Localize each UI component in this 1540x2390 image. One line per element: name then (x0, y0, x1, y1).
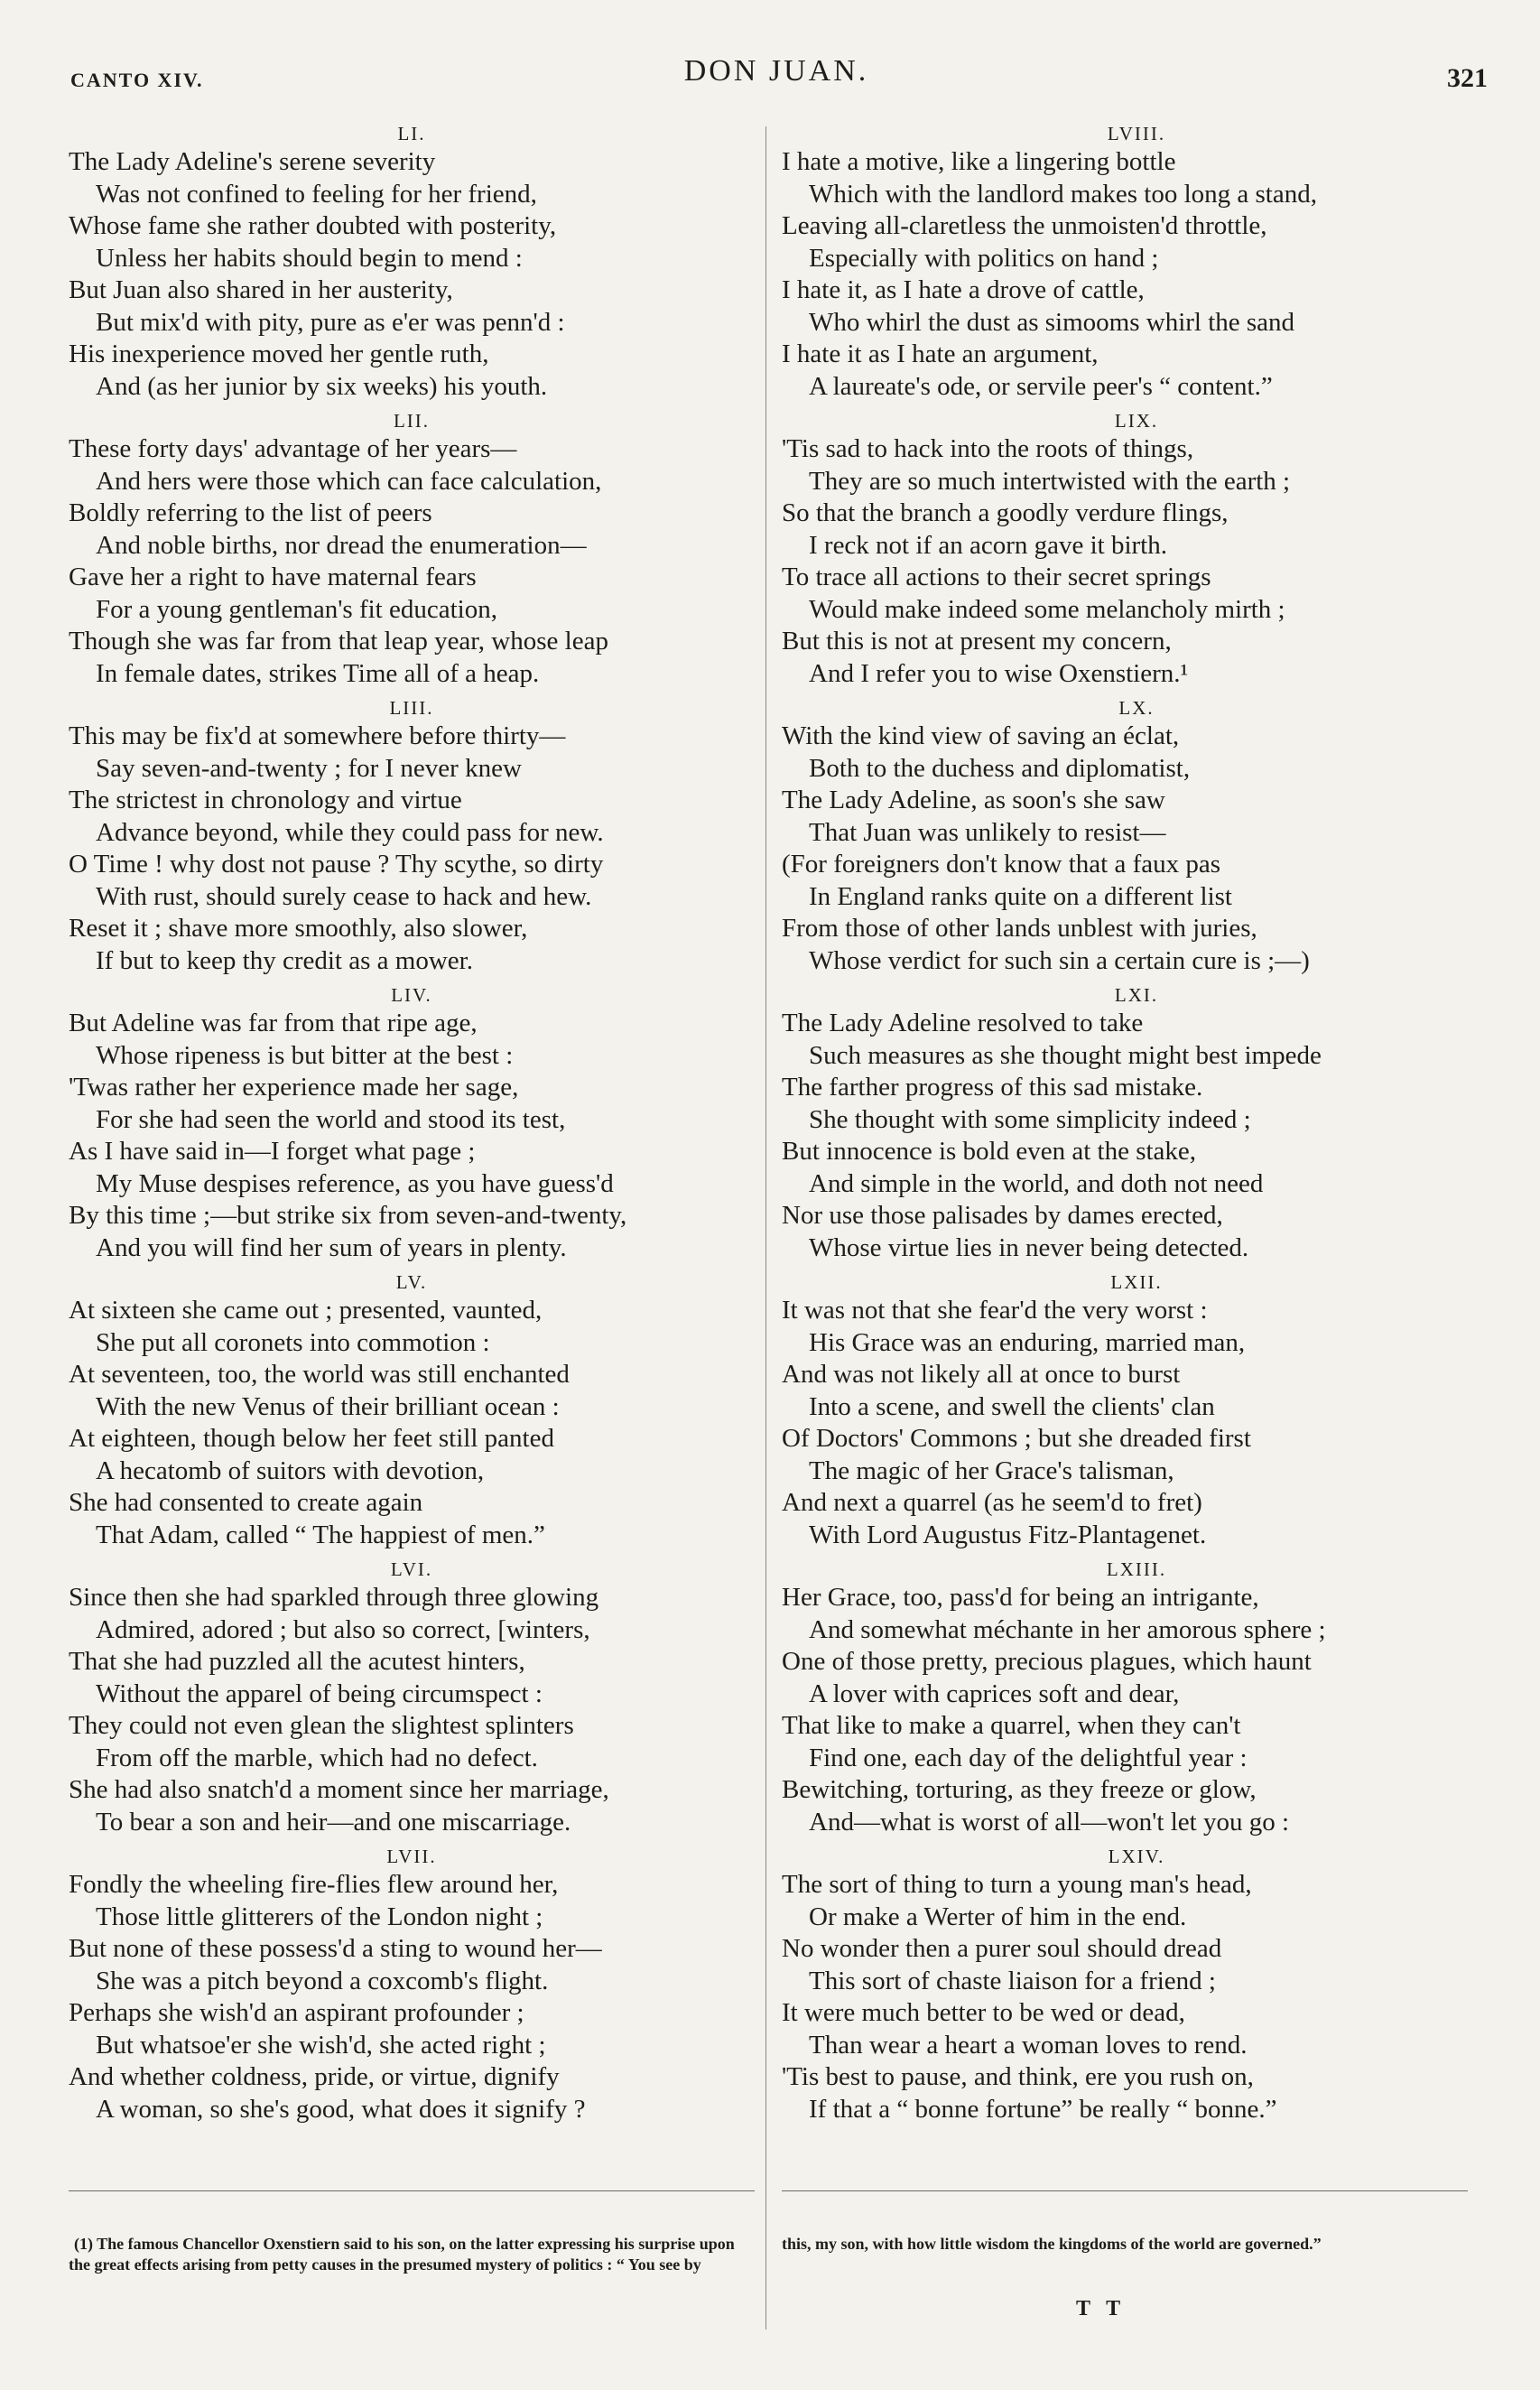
stanza (69, 408, 755, 690)
stanza (782, 1844, 1491, 2125)
footnote-rule-right (782, 2190, 1468, 2191)
verse-line: That Adam, called “ The happiest of men.” (96, 1520, 545, 1549)
page-number: 321 (1447, 63, 1488, 93)
verse-line: Or make a Werter of him in the end. (809, 1902, 1187, 1931)
stanza (782, 695, 1491, 977)
verse-line: This may be fix'd at somewhere before thirty— (69, 721, 566, 750)
verse-line: So that the branch a goodly verdure flings, (782, 498, 1229, 527)
verse-line: Her Grace, too, pass'd for being an intrigante, (782, 1583, 1259, 1612)
verse-line: That Juan was unlikely to resist— (809, 817, 1166, 847)
verse-line: Gave her a right to have maternal fears (69, 563, 477, 591)
verse-line: And (as her junior by six weeks) his youth. (96, 371, 548, 401)
verse-line: His Grace was an enduring, married man, (809, 1327, 1246, 1357)
verse-line: Was not confined to feeling for her friend, (96, 179, 537, 209)
verse-line: The Lady Adeline, as soon's she saw (782, 786, 1165, 814)
verse-line: A laureate's ode, or servile peer's “ content.” (809, 371, 1273, 401)
stanza-number: LVII. (386, 1846, 437, 1867)
left-column (69, 117, 755, 2131)
verse-line: The Lady Adeline's serene severity (69, 147, 436, 176)
verse-line: One of those pretty, precious plagues, which haunt (782, 1647, 1312, 1676)
verse-line: Those little glitterers of the London night ; (96, 1902, 543, 1931)
stanza-number: LX. (1118, 697, 1155, 719)
stanza (69, 1844, 755, 2125)
verse-line: From those of other lands unblest with juries, (782, 914, 1257, 943)
verse-line: The sort of thing to turn a young man's head, (782, 1870, 1252, 1899)
verse-line: If but to keep thy credit as a mower. (96, 945, 473, 975)
verse-line: But whatsoe'er she wish'd, she acted right ; (96, 2030, 546, 2060)
page-header (65, 52, 1488, 98)
verse-line: And you will find her sum of years in plenty. (96, 1232, 567, 1262)
verse-line: Into a scene, and swell the clients' clan (809, 1391, 1215, 1421)
verse-line: It were much better to be wed or dead, (782, 1998, 1185, 2027)
verse-line: I reck not if an acorn gave it birth. (809, 530, 1167, 560)
stanza-number: LXII. (1110, 1271, 1163, 1293)
stanza-number: LVIII. (1107, 123, 1166, 144)
stanza (782, 982, 1491, 1264)
verse-line: The Lady Adeline resolved to take (782, 1009, 1144, 1037)
verse-line: My Muse despises reference, as you have guess'd (96, 1168, 614, 1198)
verse-line: Perhaps she wish'd an aspirant profounder ; (69, 1998, 524, 2027)
verse-line: This sort of chaste liaison for a friend ; (809, 1966, 1216, 1995)
verse-line: They are so much intertwisted with the earth ; (809, 466, 1291, 496)
verse-line: No wonder then a purer soul should dread (782, 1934, 1222, 1963)
verse-line: But mix'd with pity, pure as e'er was penn'd : (96, 307, 565, 337)
verse-line: With the kind view of saving an éclat, (782, 721, 1180, 750)
verse-line: Of Doctors' Commons ; but she dreaded first (782, 1424, 1251, 1453)
verse-line: They could not even glean the slightest splinters (69, 1711, 574, 1740)
verse-line: The farther progress of this sad mistake. (782, 1073, 1203, 1102)
signature-mark: T T (1076, 2297, 1127, 2320)
verse-line: For a young gentleman's fit education, (96, 594, 497, 624)
stanza (782, 408, 1491, 690)
verse-line: 'Tis sad to hack into the roots of things, (782, 434, 1194, 463)
verse-line: Since then she had sparkled through three glowing (69, 1583, 599, 1612)
verse-line: Reset it ; shave more smoothly, also slower, (69, 914, 528, 943)
verse-line: A woman, so she's good, what does it signify ? (96, 2094, 586, 2124)
canto-label: CANTO XIV. (70, 69, 204, 91)
verse-line: With rust, should surely cease to hack and hew. (96, 881, 592, 911)
verse-line: Say seven-and-twenty ; for I never knew (96, 753, 522, 783)
verse-line: And—what is worst of all—won't let you go : (809, 1807, 1290, 1837)
verse-line: Without the apparel of being circumspect : (96, 1679, 543, 1708)
stanza (782, 1269, 1491, 1551)
verse-line: And was not likely all at once to burst (782, 1360, 1181, 1389)
verse-line: By this time ;—but strike six from seven-and-twenty, (69, 1201, 627, 1230)
verse-line: And noble births, nor dread the enumeration— (96, 530, 587, 560)
verse-line: Find one, each day of the delightful year : (809, 1743, 1248, 1772)
verse-line: She was a pitch beyond a coxcomb's flight. (96, 1966, 549, 1995)
verse-line: For she had seen the world and stood its test, (96, 1104, 566, 1134)
stanza-number: LXIII. (1106, 1558, 1167, 1580)
verse-line: She thought with some simplicity indeed ; (809, 1104, 1251, 1134)
verse-line: That she had puzzled all the acutest hinters, (69, 1647, 525, 1676)
verse-line: But this is not at present my concern, (782, 627, 1172, 656)
column-divider (765, 126, 766, 2330)
verse-line: If that a “ bonne fortune” be really “ bonne.” (809, 2094, 1277, 2124)
verse-line: A lover with caprices soft and dear, (809, 1679, 1180, 1708)
verse-line: Which with the landlord makes too long a stand, (809, 179, 1317, 209)
verse-line: Whose virtue lies in never being detected. (809, 1232, 1249, 1262)
verse-line: At seventeen, too, the world was still enchanted (69, 1360, 570, 1389)
verse-line: Bewitching, torturing, as they freeze or glow, (782, 1775, 1257, 1804)
verse-line: I hate a motive, like a lingering bottle (782, 147, 1176, 176)
stanza-number: LV. (395, 1271, 428, 1293)
verse-line: Who whirl the dust as simooms whirl the sand (809, 307, 1295, 337)
verse-line: At sixteen she came out ; presented, vaunted, (69, 1296, 543, 1325)
verse-line: The magic of her Grace's talisman, (809, 1455, 1174, 1485)
stanza (69, 1557, 755, 1838)
verse-line: Unless her habits should begin to mend : (96, 243, 523, 273)
verse-line: That like to make a quarrel, when they can't (782, 1711, 1241, 1740)
stanza-number: LII. (393, 410, 431, 432)
stanza-number: LIV. (391, 984, 432, 1006)
verse-line: And hers were those which can face calculation, (96, 466, 602, 496)
verse-line: To trace all actions to their secret springs (782, 563, 1211, 591)
verse-line: Fondly the wheeling fire-flies flew around her, (69, 1870, 559, 1899)
verse-line: From off the marble, which had no defect. (96, 1743, 538, 1772)
verse-line: With Lord Augustus Fitz-Plantagenet. (809, 1520, 1207, 1549)
verse-line: To bear a son and heir—and one miscarriage. (96, 1807, 571, 1837)
verse-line: Especially with politics on hand ; (809, 243, 1159, 273)
verse-line: Whose ripeness is but bitter at the best : (96, 1040, 514, 1070)
verse-line: (For foreigners don't know that a faux pas (782, 850, 1221, 879)
stanza (69, 982, 755, 1264)
right-column (782, 117, 1491, 2131)
verse-line: Leaving all-claretless the unmoisten'd throttle, (782, 211, 1267, 240)
verse-line: As I have said in—I forget what page ; (69, 1137, 476, 1166)
verse-line: Though she was far from that leap year, whose leap (69, 627, 608, 656)
stanza-number: LXI. (1114, 984, 1159, 1006)
verse-line: But none of these possess'd a sting to wound her— (69, 1934, 602, 1963)
verse-line: 'Twas rather her experience made her sage, (69, 1073, 519, 1102)
verse-line: But innocence is bold even at the stake, (782, 1137, 1197, 1166)
verse-line: Admired, adored ; but also so correct, [winters, (96, 1614, 590, 1644)
verse-line: She had consented to create again (69, 1488, 423, 1517)
verse-line: In female dates, strikes Time all of a heap. (96, 658, 540, 688)
footnote-rule-left (69, 2190, 755, 2191)
verse-line: Boldly referring to the list of peers (69, 498, 432, 527)
footnote-right: this, my son, with how little wisdom the kingdoms of the world are governed.” (782, 2235, 1322, 2253)
verse-line: But Juan also shared in her austerity, (69, 275, 453, 304)
verse-line: She had also snatch'd a moment since her marriage, (69, 1775, 609, 1804)
stanza-number: LXIV. (1108, 1846, 1165, 1867)
verse-line: At eighteen, though below her feet still panted (69, 1424, 554, 1453)
verse-line: And next a quarrel (as he seem'd to fret) (782, 1488, 1202, 1517)
stanza-number: LVI. (390, 1558, 433, 1580)
verse-line: Both to the duchess and diplomatist, (809, 753, 1191, 783)
verse-line: And I refer you to wise Oxenstiern.¹ (809, 658, 1189, 688)
verse-line: Advance beyond, while they could pass for new. (96, 817, 604, 847)
verse-line: And simple in the world, and doth not need (809, 1168, 1264, 1198)
verse-line: These forty days' advantage of her years— (69, 434, 517, 463)
stanza-number: LI. (397, 123, 426, 144)
verse-line: But Adeline was far from that ripe age, (69, 1009, 478, 1037)
verse-line: Nor use those palisades by dames erected, (782, 1201, 1223, 1230)
stanza (69, 121, 755, 403)
verse-line: Whose fame she rather doubted with posterity, (69, 211, 557, 240)
verse-line: 'Tis best to pause, and think, ere you rush on, (782, 2062, 1254, 2091)
verse-line: It was not that she fear'd the very worst : (782, 1296, 1208, 1325)
stanza-number: LIX. (1114, 410, 1159, 432)
verse-line: Than wear a heart a woman loves to rend. (809, 2030, 1248, 2060)
verse-line: Whose verdict for such sin a certain cure is ;—) (809, 945, 1310, 975)
verse-line: She put all coronets into commotion : (96, 1327, 490, 1357)
verse-line: Such measures as she thought might best impede (809, 1040, 1322, 1070)
verse-line: With the new Venus of their brilliant ocean : (96, 1391, 560, 1421)
verse-line: And somewhat méchante in her amorous sphere ; (809, 1614, 1326, 1644)
verse-line: The strictest in chronology and virtue (69, 786, 462, 814)
verse-line: His inexperience moved her gentle ruth, (69, 339, 489, 368)
verse-line: And whether coldness, pride, or virtue, dignify (69, 2062, 560, 2091)
stanza (782, 121, 1491, 403)
footnote-left: (1) The famous Chancellor Oxenstiern said to his son, on the latter expressing his surprise upon the great effects arising from petty causes in the presumed mystery of politics : “ You see by (69, 2235, 735, 2274)
running-title: DON JUAN. (683, 54, 869, 88)
stanza (782, 1557, 1491, 1838)
stanza (69, 1269, 755, 1551)
verse-line: A hecatomb of suitors with devotion, (96, 1455, 485, 1485)
verse-line: I hate it as I hate an argument, (782, 339, 1099, 368)
verse-line: I hate it, as I hate a drove of cattle, (782, 275, 1145, 304)
stanza-number: LIII. (389, 697, 434, 719)
verse-line: Would make indeed some melancholy mirth ; (809, 594, 1285, 624)
verse-line: O Time ! why dost not pause ? Thy scythe, so dirty (69, 850, 604, 879)
stanza (69, 695, 755, 977)
verse-line: In England ranks quite on a different list (809, 881, 1232, 911)
